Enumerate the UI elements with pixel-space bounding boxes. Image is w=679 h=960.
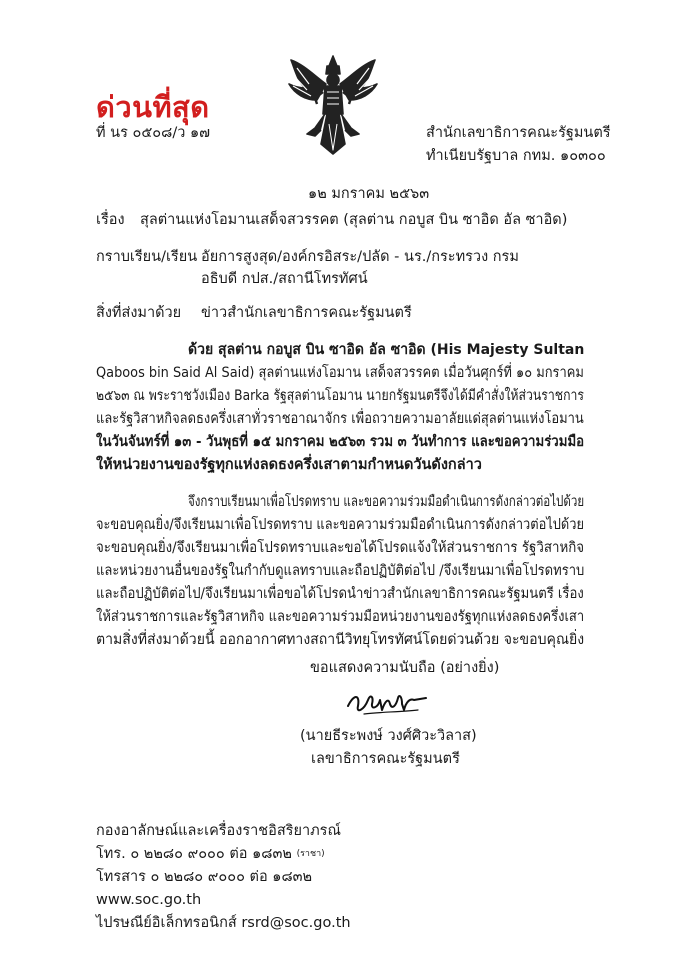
- footer-phone: [96, 846, 325, 864]
- footer-fax: โทรสาร ๐ ๒๒๘๐ ๙๐๐๐ ต่อ ๑๘๓๒: [96, 869, 313, 885]
- footer-phone-note: (ราชา): [296, 849, 325, 859]
- paragraph-2-line: ให้ส่วนราชการและรัฐวิสาหกิจ และขอความร่วมมือหน่วยงานของรัฐทุกแห่งลดธงครึ่งเสา: [96, 609, 585, 625]
- office-name: สำนักเลขาธิการคณะรัฐมนตรี: [426, 125, 611, 141]
- paragraph-1-line: ด้วย สุลต่าน กอบูส บิน ซาอิด อัล ซาอิด (His Majesty Sultan: [188, 342, 585, 358]
- subject-label: เรื่อง: [96, 212, 125, 228]
- paragraph-1-line: Qaboos bin Said Al Said) สุลต่านแห่งโอมาน เสด็จสวรรคต เมื่อวันศุกร์ที่ ๑๐ มกราคม: [96, 365, 584, 381]
- signature: [344, 684, 430, 720]
- document-date: ๑๒ มกราคม ๒๕๖๓: [308, 186, 430, 202]
- paragraph-1-line: และรัฐวิสาหกิจลดธงครึ่งเสาทั่วราชอาณาจักร เพื่อถวายความอาลัยแด่สุลต่านแห่งโอมาน: [96, 411, 584, 427]
- recipient-label: กราบเรียน/เรียน: [96, 249, 198, 265]
- subject-text: สุลต่านแห่งโอมานเสด็จสวรรคต (สุลต่าน กอบูส บิน ซาอิด อัล ซาอิด): [140, 212, 568, 228]
- paragraph-2-line: จึงกราบเรียนมาเพื่อโปรดทราบ และขอความร่วมมือดำเนินการดังกล่าวต่อไปด้วย: [188, 494, 585, 510]
- urgency-stamp: ด่วนที่สุด: [96, 90, 210, 124]
- footer-division: กองอาลักษณ์และเครื่องราชอิสริยาภรณ์: [96, 823, 341, 839]
- paragraph-1-line: ๒๕๖๓ ณ พระราชวังเมือง Barka รัฐสุลต่านโอมาน นายกรัฐมนตรีจึงได้มีคำสั่งให้ส่วนราชการ: [96, 388, 584, 404]
- enclosure-label: สิ่งที่ส่งมาด้วย: [96, 305, 182, 321]
- recipient-line-1: อัยการสูงสุด/องค์กรอิสระ/ปลัด - นร./กระทรวง กรม: [201, 249, 519, 265]
- paragraph-1-line: ในวันจันทร์ที่ ๑๓ - วันพุธที่ ๑๕ มกราคม ๒๕๖๓ รวม ๓ วันทำการ และขอความร่วมมือ: [96, 434, 585, 450]
- office-address: ทำเนียบรัฐบาล กทม. ๑๐๓๐๐: [426, 148, 606, 164]
- footer-website[interactable]: www.soc.go.th: [96, 892, 202, 908]
- signer-title: เลขาธิการคณะรัฐมนตรี: [311, 751, 460, 767]
- document-number: ที่ นร ๐๕๐๘/ว ๑๗: [96, 125, 211, 141]
- paragraph-2-line: จะขอบคุณยิ่ง/จึงเรียนมาเพื่อโปรดทราบ และขอความร่วมมือดำเนินการดังกล่าวต่อไปด้วย: [96, 517, 585, 533]
- signer-name: (นายธีระพงษ์ วงศ์ศิวะวิลาส): [300, 728, 477, 744]
- garuda-emblem: [285, 54, 381, 156]
- footer-phone-number: โทร. ๐ ๒๒๘๐ ๙๐๐๐ ต่อ ๑๘๓๒: [96, 846, 292, 862]
- paragraph-2-line: จะขอบคุณยิ่ง/จึงเรียนมาเพื่อโปรดทราบและขอได้โปรดแจ้งให้ส่วนราชการ รัฐวิสาหกิจ: [96, 540, 585, 556]
- paragraph-2-line: และถือปฏิบัติต่อไป/จึงเรียนมาเพื่อขอได้โปรดนำข่าวสำนักเลขาธิการคณะรัฐมนตรี เรื่อง: [96, 586, 584, 602]
- paragraph-1-line: ให้หน่วยงานของรัฐทุกแห่งลดธงครึ่งเสาตามกำหนดวันดังกล่าว: [96, 457, 482, 473]
- footer-email[interactable]: ไปรษณีย์อิเล็กทรอนิกส์ rsrd@soc.go.th: [96, 915, 351, 931]
- paragraph-2-line: ตามสิ่งที่ส่งมาด้วยนี้ ออกอากาศทางสถานีวิทยุโทรทัศน์โดยด่วนด้วย จะขอบคุณยิ่ง: [96, 632, 585, 648]
- closing-salutation: ขอแสดงความนับถือ (อย่างยิ่ง): [310, 660, 500, 676]
- paragraph-2-line: และหน่วยงานอื่นของรัฐในกำกับดูแลทราบและถือปฏิบัติต่อไป /จึงเรียนมาเพื่อโปรดทราบ: [96, 563, 585, 579]
- enclosure-text: ข่าวสำนักเลขาธิการคณะรัฐมนตรี: [201, 305, 412, 321]
- recipient-line-2: อธิบดี กปส./สถานีโทรทัศน์: [201, 271, 368, 287]
